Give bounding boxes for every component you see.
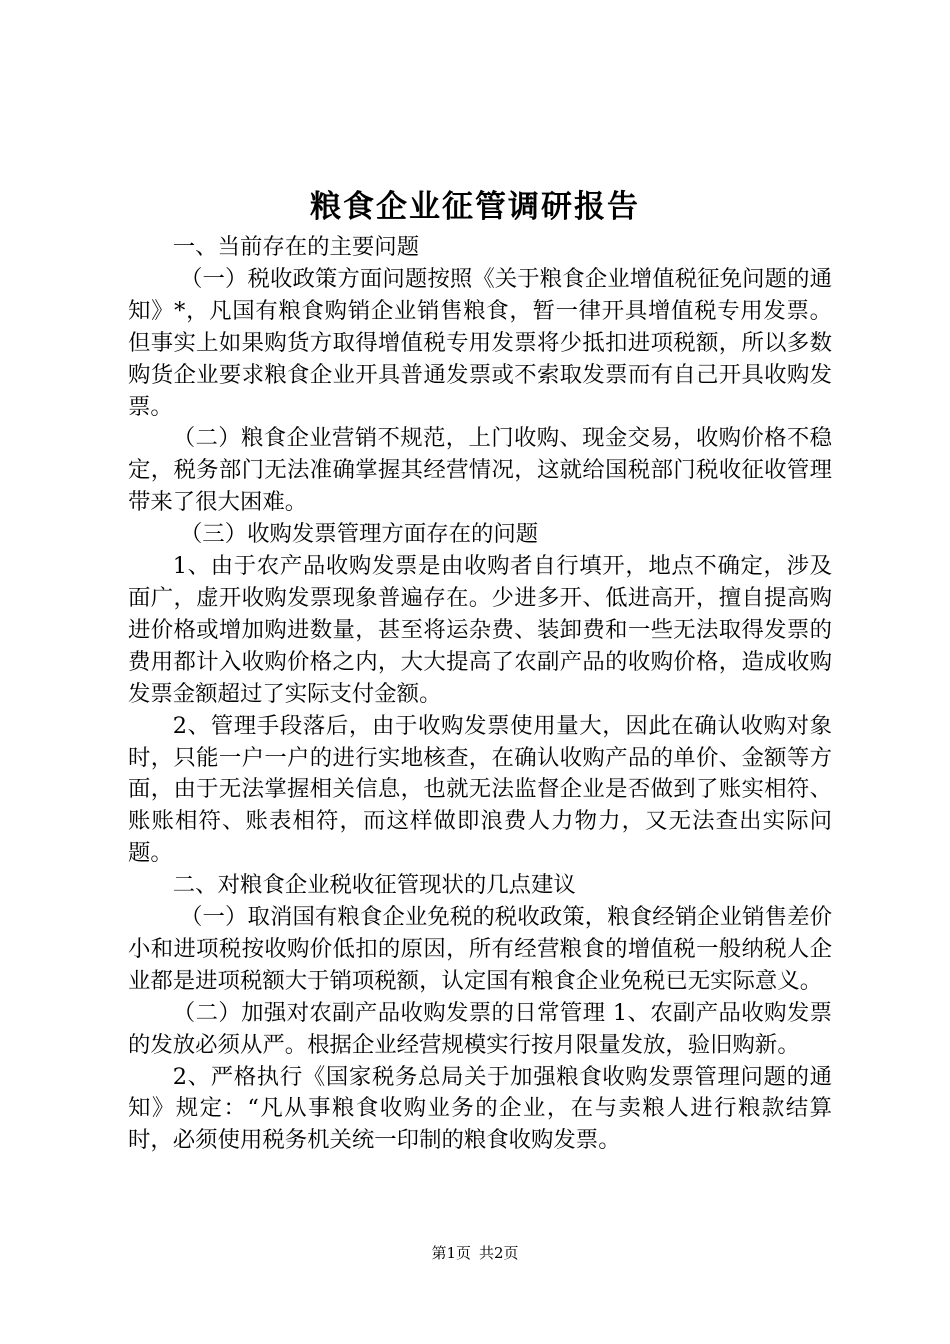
paragraph-point-1: 1、由于农产品收购发票是由收购者自行填开，地点不确定，涉及面广，虚开收购发票现象普遍存在。少进多开、低进高开，擅自提高购进价格或增加购进数量，甚至将运杂费、装卸费和一些无法取得发票的费用都计入收购价格之内，大大提高了农副产品的收购价格，造成收购发票金额超过了实际支付金额。 bbox=[128, 553, 832, 707]
paragraph-point-2: 2、管理手段落后，由于收购发票使用量大，因此在确认收购对象时，只能一户一户的进行实地核查，在确认收购产品的单价、金额等方面，由于无法掌握相关信息，也就无法监督企业是否做到了账实相符、账账相符、账表相符，而这样做即浪费人力物力，又无法查出实际问题。 bbox=[128, 712, 832, 867]
document-body bbox=[128, 232, 832, 1157]
paragraph-suggestion-1: （一）取消国有粮食企业免税的税收政策，粮食经销企业销售差价小和进项税按收购价低扣的原因，所有经营粮食的增值税一般纳税人企业都是进项税额大于销项税额，认定国有粮食企业免税已无实际意义。 bbox=[128, 904, 832, 994]
page-total: 共2页 bbox=[479, 1244, 519, 1262]
paragraph-suggestion-3: 2、严格执行《国家税务总局关于加强粮食收购发票管理问题的通知》规定：“凡从事粮食收购业务的企业，在与卖粮人进行粮款结算时，必须使用税务机关统一印制的粮食收购发票。 bbox=[128, 1063, 832, 1154]
subheading-invoice-management: （三）收购发票管理方面存在的问题 bbox=[172, 521, 539, 548]
document-title: 粮食企业征管调研报告 bbox=[310, 189, 640, 225]
section-heading-2: 二、对粮食企业税收征管现状的几点建议 bbox=[172, 872, 576, 899]
page-number: 第1页 bbox=[431, 1244, 471, 1262]
section-heading-1: 一、当前存在的主要问题 bbox=[172, 234, 420, 260]
page-footer bbox=[0, 1242, 950, 1264]
paragraph-suggestion-2: （二）加强对农副产品收购发票的日常管理 1、农副产品收购发票的发放必须从严。根据企业经营规模实行按月限量发放，验旧购新。 bbox=[128, 999, 832, 1058]
paragraph-marketing: （二）粮食企业营销不规范，上门收购、现金交易，收购价格不稳定，税务部门无法准确掌握其经营情况，这就给国税部门税收征收管理带来了很大困难。 bbox=[128, 425, 832, 516]
paragraph-tax-policy: （一）税收政策方面问题按照《关于粮食企业增值税征免问题的通知》*，凡国有粮食购销企业销售粮食，暂一律开具增值税专用发票。但事实上如果购货方取得增值税专用发票将少抵扣进项税额，所以多数购货企业要求粮食企业开具普通发票或不索取发票而有自己开具收购发票。 bbox=[128, 265, 832, 420]
